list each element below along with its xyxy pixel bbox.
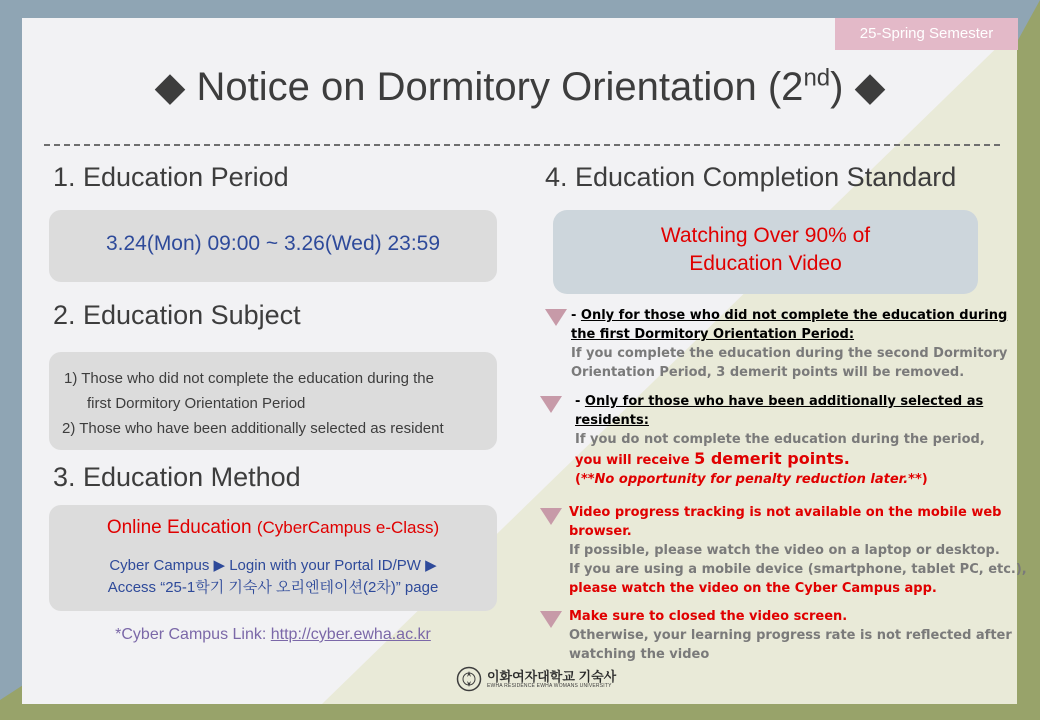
logo-subtitle: EWHA RESIDENCE EWHA WOMANS UNIVERSITY	[487, 683, 612, 689]
standard-line-1: Watching Over 90% of	[660, 224, 871, 247]
cyber-campus-link-line: *Cyber Campus Link: http://cyber.ewha.ac.kr	[115, 626, 431, 643]
period-text: 3.24(Mon) 09:00 ~ 3.26(Wed) 23:59	[105, 232, 441, 255]
semester-tab: 25-Spring Semester	[835, 18, 1018, 50]
triangle-bullet-icon	[540, 611, 562, 628]
ewha-emblem-icon	[456, 666, 482, 692]
heading-completion-standard: 4. Education Completion Standard	[545, 162, 957, 192]
title-divider	[44, 144, 1000, 146]
cyber-campus-link[interactable]: http://cyber.ewha.ac.kr	[270, 626, 431, 643]
heading-education-method: 3. Education Method	[53, 462, 301, 492]
triangle-bullet-icon	[540, 396, 562, 413]
online-education-label: Online Education (CyberCampus e-Class)	[106, 517, 440, 538]
page-title: ◆ Notice on Dormitory Orientation (2nd) ◆	[154, 64, 886, 109]
triangle-bullet-icon	[545, 309, 567, 326]
standard-line-2: Education Video	[689, 252, 842, 275]
method-steps-line-1: Cyber Campus ▶ Login with your Portal ID/PW ▶	[109, 557, 437, 574]
note-previous-period: - Only for those who did not complete the education during the first Dormitory Orientation Period: If you complete the education during the second Dormitory Orientation Period, 3 demerit points will be removed.	[571, 308, 1008, 380]
logo-name: 이화여자대학교 기숙사	[487, 669, 617, 684]
subject-line-1: 1) Those who did not complete the education during the	[64, 370, 434, 387]
subject-line-3: 2) Those who have been additionally selected as resident	[62, 420, 444, 437]
note-mobile-tracking: Video progress tracking is not available on the mobile web browser. If possible, please watch the video on a laptop or desktop. If you are using a mobile device (smartphone, tablet PC, etc.), please watch the video on the Cyber Campus app.	[569, 505, 1027, 596]
note-additional-residents: - Only for those who have been additionally selected as residents: If you do not complete the education during the period, you will receive 5 demerit points. (**No opportunity for penalty reduction later.**)	[575, 394, 985, 487]
subject-line-2: first Dormitory Orientation Period	[87, 395, 306, 412]
heading-education-period: 1. Education Period	[53, 162, 289, 192]
heading-education-subject: 2. Education Subject	[53, 300, 301, 330]
note-close-video: Make sure to closed the video screen. Otherwise, your learning progress rate is not reflected after watching the video	[569, 609, 1012, 662]
method-steps-line-2: Access “25-1학기 기숙사 오리엔테이션(2차)” page	[107, 579, 439, 596]
triangle-bullet-icon	[540, 508, 562, 525]
